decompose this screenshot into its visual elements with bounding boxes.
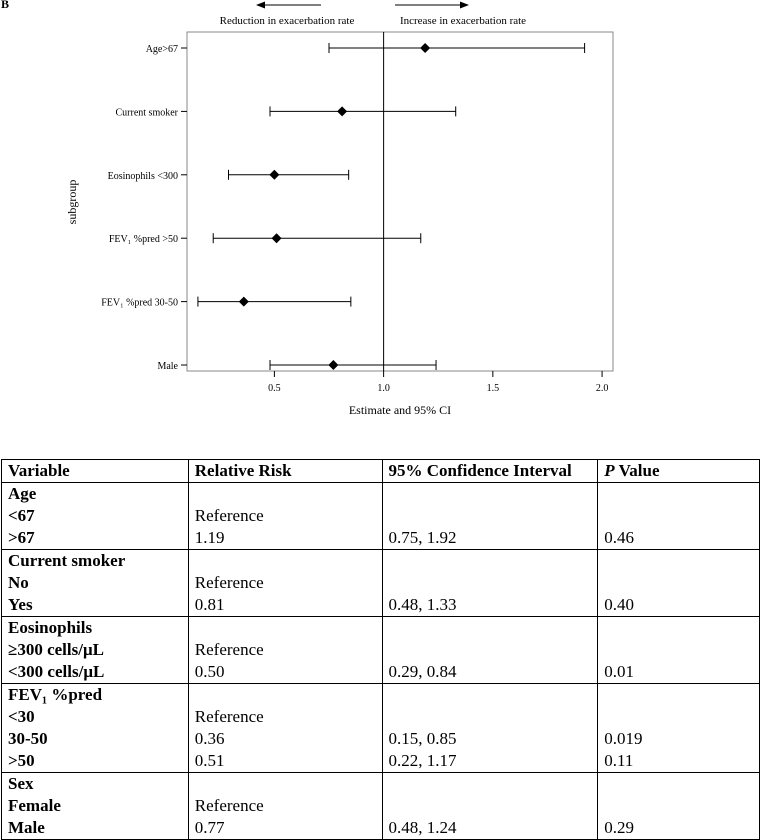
table-row bbox=[2, 817, 760, 840]
confidence-interval-cell: 0.48, 1.24 bbox=[382, 817, 598, 840]
relative-risk-cell: 1.19 bbox=[188, 527, 382, 550]
p-value-cell: 0.019 bbox=[598, 728, 760, 750]
row-label: Male bbox=[157, 361, 178, 372]
relative-risk-cell bbox=[188, 773, 382, 796]
confidence-interval-cell: 0.29, 0.84 bbox=[382, 661, 598, 684]
confidence-interval-cell bbox=[382, 617, 598, 640]
forest-rows bbox=[101, 43, 584, 372]
header-p-value bbox=[598, 460, 760, 483]
forest-row bbox=[109, 233, 421, 245]
table-row bbox=[2, 572, 760, 594]
relative-risk-cell: Reference bbox=[188, 505, 382, 527]
header-variable: Variable bbox=[2, 460, 189, 483]
variable-level: ≥300 cells/μL bbox=[2, 639, 189, 661]
table-row bbox=[2, 594, 760, 617]
variable-group-title: FEV₁ %pred bbox=[2, 684, 189, 707]
forest-row bbox=[101, 297, 351, 309]
table-row bbox=[2, 728, 760, 750]
confidence-interval-cell: 0.22, 1.17 bbox=[382, 750, 598, 773]
table-group-row bbox=[2, 550, 760, 573]
relative-risk-cell bbox=[188, 550, 382, 573]
p-value-cell: 0.29 bbox=[598, 817, 760, 840]
relative-risk-cell bbox=[188, 617, 382, 640]
confidence-interval-cell bbox=[382, 572, 598, 594]
p-value-cell bbox=[598, 639, 760, 661]
estimate-marker bbox=[420, 43, 430, 53]
variable-level: <300 cells/μL bbox=[2, 661, 189, 684]
x-tick-label: 0.5 bbox=[268, 383, 281, 394]
relative-risk-cell: Reference bbox=[188, 795, 382, 817]
p-value-cell bbox=[598, 505, 760, 527]
header-relative-risk: Relative Risk bbox=[188, 460, 382, 483]
x-tick-label: 1.0 bbox=[377, 383, 390, 394]
x-axis bbox=[268, 371, 608, 394]
confidence-interval-cell bbox=[382, 706, 598, 728]
row-label: FEV₁ %pred 30-50 bbox=[101, 297, 178, 309]
variable-group-title: Age bbox=[2, 483, 189, 506]
table-group-row bbox=[2, 617, 760, 640]
row-label: FEV₁ %pred >50 bbox=[108, 234, 178, 246]
forest-row bbox=[116, 106, 456, 118]
table-row bbox=[2, 505, 760, 527]
row-label: Eosinophils <300 bbox=[107, 170, 178, 182]
header-value: Value bbox=[618, 461, 660, 480]
x-tick-label: 1.5 bbox=[486, 383, 500, 394]
p-value-cell bbox=[598, 617, 760, 640]
p-value-cell bbox=[598, 572, 760, 594]
estimate-marker bbox=[269, 170, 279, 180]
p-value-cell: 0.11 bbox=[598, 750, 760, 773]
direction-arrows bbox=[220, 2, 527, 28]
header-p: P bbox=[604, 461, 615, 480]
confidence-interval-cell: 0.15, 0.85 bbox=[382, 728, 598, 750]
table-group-row bbox=[2, 483, 760, 506]
variable-level: >67 bbox=[2, 527, 189, 550]
p-value-cell bbox=[598, 483, 760, 506]
p-value-cell bbox=[598, 706, 760, 728]
right-arrowhead-icon bbox=[460, 2, 469, 9]
variable-level: <30 bbox=[2, 706, 189, 728]
estimate-marker bbox=[328, 360, 338, 370]
x-tick-label: 2.0 bbox=[595, 383, 609, 394]
confidence-interval-cell bbox=[382, 550, 598, 573]
table-group-row bbox=[2, 684, 760, 707]
p-value-cell bbox=[598, 795, 760, 817]
forest-row bbox=[108, 170, 349, 182]
estimate-marker bbox=[239, 297, 249, 307]
table-row bbox=[2, 795, 760, 817]
relative-risk-cell: Reference bbox=[188, 639, 382, 661]
increase-label: Increase in exacerbation rate bbox=[399, 15, 527, 27]
relative-risk-cell: 0.81 bbox=[188, 594, 382, 617]
table-body bbox=[2, 483, 760, 840]
row-label: Age>67 bbox=[145, 44, 178, 55]
table-group-row bbox=[2, 773, 760, 796]
relative-risk-cell: 0.77 bbox=[188, 817, 382, 840]
table-row bbox=[2, 639, 760, 661]
table-row bbox=[2, 527, 760, 550]
p-value-cell bbox=[598, 773, 760, 796]
relative-risk-cell: Reference bbox=[188, 572, 382, 594]
confidence-interval-cell: 0.48, 1.33 bbox=[382, 594, 598, 617]
relative-risk-cell: 0.50 bbox=[188, 661, 382, 684]
forest-row bbox=[157, 360, 436, 372]
confidence-interval-cell bbox=[382, 773, 598, 796]
confidence-interval-cell bbox=[382, 505, 598, 527]
row-label: Current smoker bbox=[115, 107, 178, 119]
variable-level: Female bbox=[2, 795, 189, 817]
variable-group-title: Sex bbox=[2, 773, 189, 796]
p-value-cell: 0.46 bbox=[598, 527, 760, 550]
estimate-marker bbox=[272, 233, 282, 243]
variable-group-title: Current smoker bbox=[2, 550, 189, 573]
forest-row bbox=[146, 43, 585, 55]
relative-risk-cell: Reference bbox=[188, 706, 382, 728]
variable-level: Yes bbox=[2, 594, 189, 617]
p-value-cell: 0.01 bbox=[598, 661, 760, 684]
plot-frame bbox=[187, 32, 613, 371]
left-arrowhead-icon bbox=[256, 2, 265, 9]
confidence-interval-cell bbox=[382, 795, 598, 817]
variable-level: No bbox=[2, 572, 189, 594]
variable-group-title: Eosinophils bbox=[2, 617, 189, 640]
table-header-row bbox=[2, 460, 760, 483]
variable-level: 30-50 bbox=[2, 728, 189, 750]
results-table bbox=[1, 459, 760, 840]
estimate-marker bbox=[337, 106, 347, 116]
confidence-interval-cell bbox=[382, 684, 598, 707]
relative-risk-cell bbox=[188, 684, 382, 707]
confidence-interval-cell: 0.75, 1.92 bbox=[382, 527, 598, 550]
variable-level: <67 bbox=[2, 505, 189, 527]
table-row bbox=[2, 750, 760, 773]
relative-risk-cell bbox=[188, 483, 382, 506]
table-row bbox=[2, 661, 760, 684]
x-axis-title: Estimate and 95% CI bbox=[348, 403, 452, 417]
variable-level: >50 bbox=[2, 750, 189, 773]
confidence-interval-cell bbox=[382, 483, 598, 506]
variable-level: Male bbox=[2, 817, 189, 840]
reduction-label: Reduction in exacerbation rate bbox=[219, 15, 355, 27]
table-row bbox=[2, 706, 760, 728]
y-axis-title: subgroup bbox=[65, 179, 79, 225]
relative-risk-cell: 0.51 bbox=[188, 750, 382, 773]
header-confidence-interval: 95% Confidence Interval bbox=[382, 460, 598, 483]
p-value-cell bbox=[598, 550, 760, 573]
p-value-cell bbox=[598, 684, 760, 707]
panel-label: B bbox=[1, 0, 10, 11]
p-value-cell: 0.40 bbox=[598, 594, 760, 617]
confidence-interval-cell bbox=[382, 639, 598, 661]
relative-risk-cell: 0.36 bbox=[188, 728, 382, 750]
